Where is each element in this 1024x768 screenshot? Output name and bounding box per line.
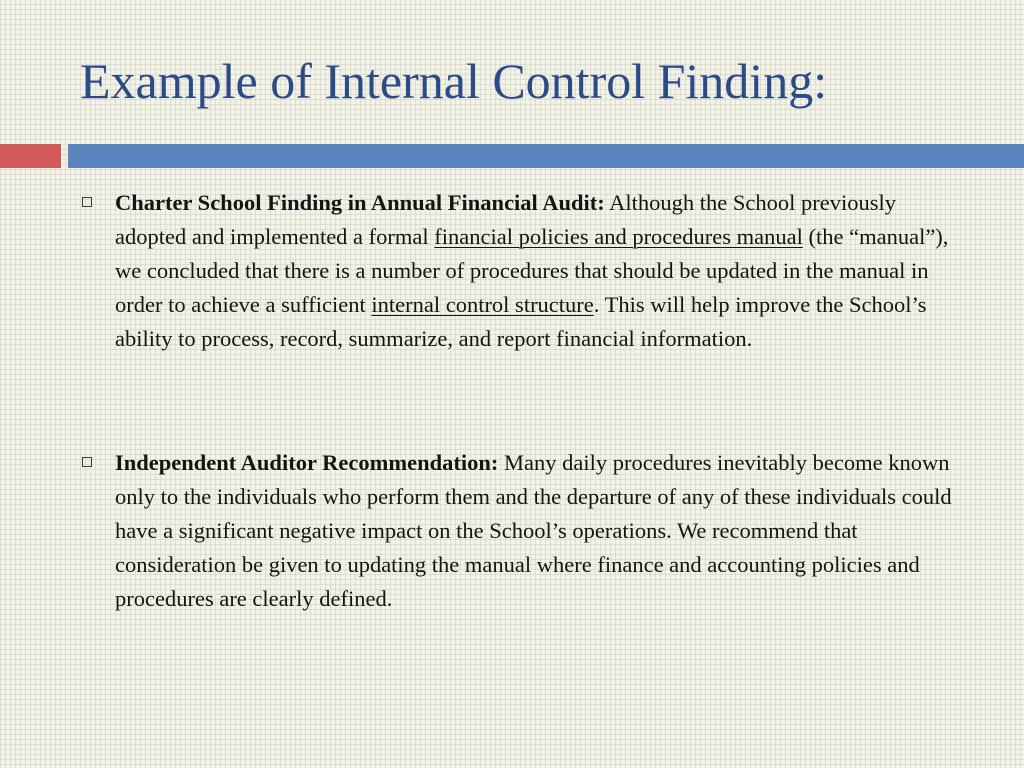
hollow-square-bullet-icon [82, 457, 92, 467]
bullet-text-segment: Although the School previously adopted and implemented a formal [115, 190, 896, 249]
bullet-paragraph [115, 446, 970, 616]
accent-bar-red [0, 144, 61, 168]
bullet-heading: Independent Auditor Recommendation: [115, 450, 499, 475]
slide-title: Example of Internal Control Finding: [80, 53, 828, 109]
underlined-term-policies-manual: financial policies and procedures manual [434, 224, 803, 249]
hollow-square-bullet-icon [82, 197, 92, 207]
bullet-charter-school-finding [82, 186, 970, 356]
bullet-paragraph [115, 186, 970, 356]
accent-bar-blue [68, 144, 1024, 168]
bullet-text-segment: (the “manual”), we concluded that there is a number of procedures that should be updated in the manual in order to achieve a sufficient [115, 224, 949, 317]
bullet-text-segment: . This will help improve the School’s ability to process, record, summarize, and report financial information. [115, 292, 927, 351]
bullet-text-segment: Many daily procedures inevitably become known only to the individuals who perform them and the departure of any of these individuals could have a significant negative impact on the School’s operations. We recommend that consideration be given to updating the manual where finance and accounting policies and procedures are clearly defined. [115, 450, 952, 611]
bullet-auditor-recommendation [82, 446, 970, 616]
bullet-heading: Charter School Finding in Annual Financial Audit: [115, 190, 605, 215]
underlined-term-internal-control: internal control structure [371, 292, 594, 317]
